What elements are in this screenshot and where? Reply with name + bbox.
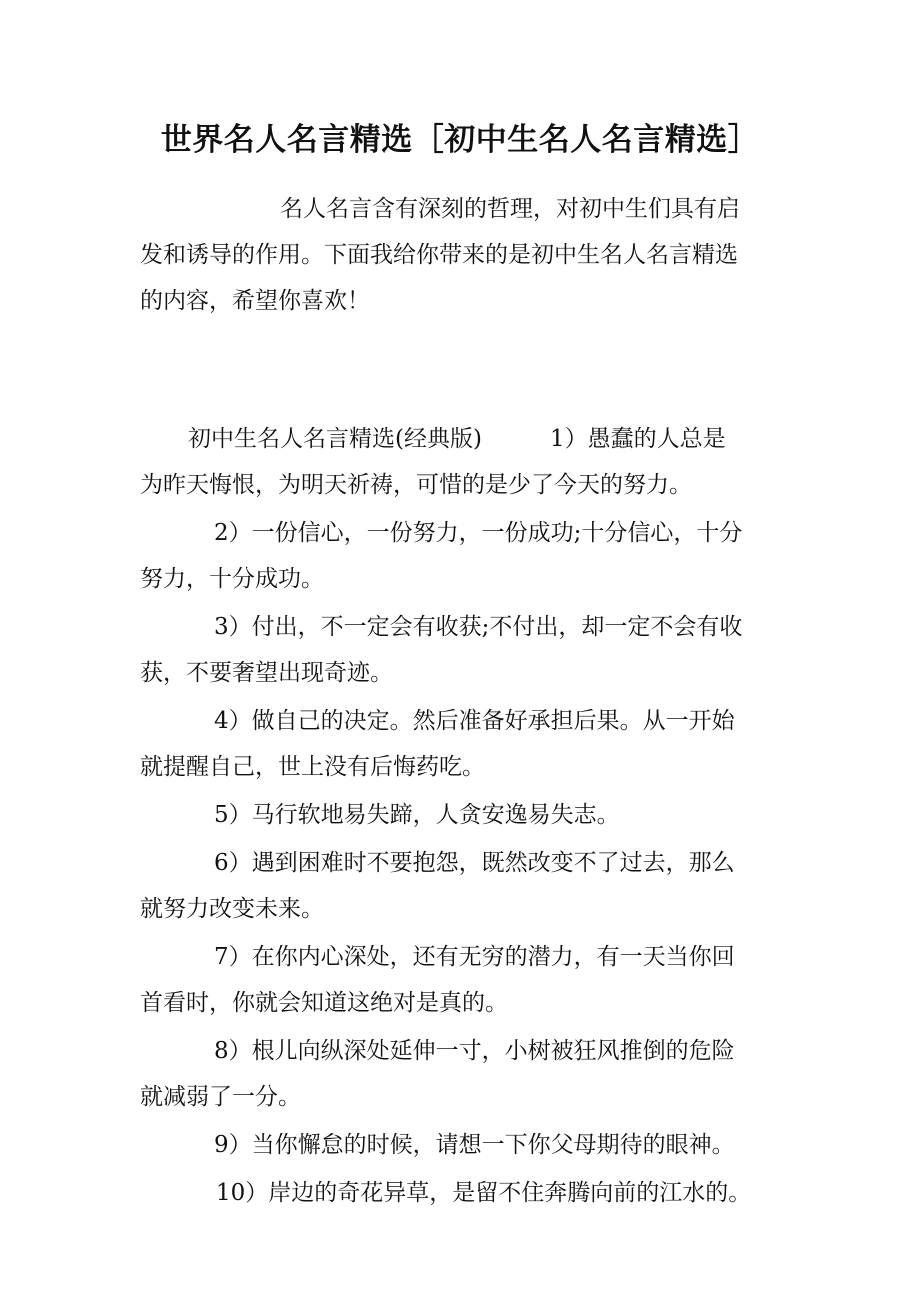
quote-continuation: 努力，十分成功。 [140,566,324,592]
quote-text: 10）岸边的奇花异草，是留不住奔腾向前的江水的。 [216,1180,752,1206]
quote-continuation: 就努力改变未来。 [140,896,324,922]
intro-line: 发和诱导的作用。下面我给你带来的是初中生名人名言精选 [140,242,738,268]
quote-text: 9）当你懈怠的时候，请想一下你父母期待的眼神。 [214,1132,735,1158]
quote-text: 5）马行软地易失蹄，人贪安逸易失志。 [214,802,620,828]
quote-text: 1）愚蠢的人总是 [549,426,726,452]
quote-item-2 [140,510,782,602]
quote-item-10 [140,1170,782,1216]
quote-item-7 [140,934,782,1026]
intro-line: 的内容，希望你喜欢！ [140,288,370,314]
intro-paragraph [140,186,782,324]
quote-text: 7）在你内心深处，还有无穷的潜力，有一天当你回 [214,944,735,970]
document-title: 世界名人名言精选［初中生名人名言精选］ [160,122,760,158]
quote-continuation: 获，不要奢望出现奇迹。 [140,660,393,686]
quote-continuation: 首看时，你就会知道这绝对是真的。 [140,990,508,1016]
quote-item-8 [140,1028,782,1120]
document-body [140,186,782,1216]
quote-text: 8）根儿向纵深处延伸一寸，小树被狂风推倒的危险 [214,1038,735,1064]
section-heading-line [140,416,782,462]
quote-item-1 [140,416,782,508]
quote-text: 6）遇到困难时不要抱怨，既然改变不了过去，那么 [214,850,735,876]
quote-text: 3）付出，不一定会有收获;不付出，却一定不会有收 [214,614,743,640]
quote-item-9 [140,1122,782,1168]
quote-continuation: 为昨天悔恨，为明天祈祷，可惜的是少了今天的努力。 [140,472,692,498]
section-heading: 初中生名人名言精选(经典版) [188,426,482,452]
quote-item-4 [140,698,782,790]
quote-item-6 [140,840,782,932]
quote-text: 2）一份信心，一份努力，一份成功;十分信心，十分 [214,520,743,546]
quote-text: 4）做自己的决定。然后准备好承担后果。从一开始 [214,708,735,734]
quote-item-3 [140,604,782,696]
quote-item-5 [140,792,782,838]
quote-continuation: 就提醒自己，世上没有后悔药吃。 [140,754,485,780]
paragraph-spacer [140,324,782,416]
intro-line: 名人名言含有深刻的哲理，对初中生们具有启 [280,196,740,222]
quote-continuation: 就减弱了一分。 [140,1084,301,1110]
